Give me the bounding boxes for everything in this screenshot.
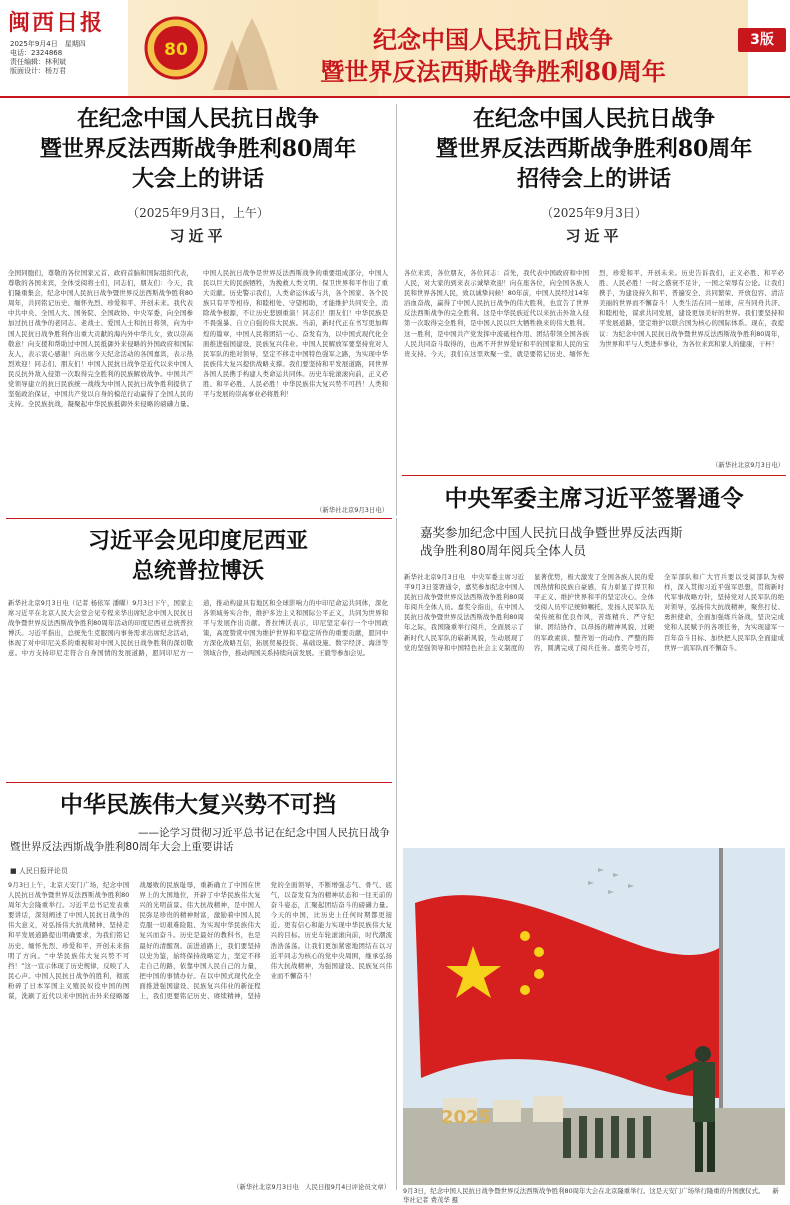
section-rule xyxy=(402,475,786,476)
article-speech-rally-body: 全国同胞们，尊敬的各位国家元首、政府首脑和国际组织代表，尊敬的各国来宾，全体受阅将士们，同志们，朋友们：今天，我们隆重集会，纪念中国人民抗日战争暨世界反法西斯战争胜利80周年，共同铭记历史、缅怀先烈、珍爱和平、开创未来。我代表中共中央、全国人大、国务院、全国政协、中央军委，向全国参加过抗日战争的老同志、老战士、爱国人士和抗日将领，向为中国人民抗日战争胜利作出重大贡献的海内外中华儿女，致以崇高敬意！向支援和帮助过中国人民抵御外来侵略的外国政府和国际友人，表示衷心感谢！向出席今天纪念活动的各国嘉宾，表示热烈欢迎！同志们、朋友们！中国人民抗日战争是近代以来中国人民反抗外敌入侵第一次取得完全胜利的民族解放战争。中国共产党领导建立的抗日民族统一战线为中国人民抗日战争胜利提供了坚强政治保证，中国共产党以自身的模范行动赢得了全国人民的支持。全民族抗战，凝聚起中华民族抵御外来侵略的磅礴力量。中国人民抗日战争是世界反法西斯战争的重要组成部分，中国人民以巨大的民族牺牲，为挽救人类文明、保卫世界和平作出了重大贡献。历史警示我们，人类命运休戚与共，各个国家、各个民族只有平等相待、和睦相处、守望相助，才能维护共同安全，消除战争根源，不让历史悲剧重演！同志们！朋友们！中华民族是不畏强暴、自立自强的伟大民族。当前，新时代正在书写更加辉煌的篇章，中国人民将团结一心、奋发有为，以中国式现代化全面推进强国建设、民族复兴伟业。中国人民解放军要坚持党对人民军队的绝对领导，坚定不移走中国特色强军之路，为实现中华民族伟大复兴提供战略支撑。我们要坚持和平发展道路，同世界各国人民携手构建人类命运共同体。历史车轮滚滚向前，正义必胜、和平必胜、人民必胜！中华民族伟大复兴势不可挡！人类和平与发展的崇高事业必将胜利！ xyxy=(8,269,388,409)
subtitle-line: 战争胜利80周年阅兵全体人员 xyxy=(420,543,586,558)
article-speech-reception-credit: （新华社北京9月3日电） xyxy=(711,461,784,469)
title-line: 总统普拉博沃 xyxy=(131,558,264,584)
article-speech-rally-credit: （新华社北京9月3日电） xyxy=(315,506,388,514)
commentary-author-tag: ■ 人民日报评论员 xyxy=(10,867,68,875)
date-line: 2025年9月4日 星期四 xyxy=(10,40,86,48)
column-divider xyxy=(396,104,397,516)
banner-line-2: 暨世界反法西斯战争胜利80周年 xyxy=(320,57,666,86)
masthead xyxy=(0,0,790,96)
title-line: 在纪念中国人民抗日战争 xyxy=(472,106,715,132)
banner-line-1: 纪念中国人民抗日战争 xyxy=(373,25,613,54)
article-military-order-body: 新华社北京9月3日电 中央军委主席习近平9月3日签署通令，嘉奖参加纪念中国人民抗日战争暨世界反法西斯战争胜利80周年阅兵全体人员。嘉奖令指出，在中国人民抗日战争暨世界反法西斯战争胜利80周年之际，我国隆重举行阅兵，全面展示了新时代人民军队的崭新风貌，生动展现了党的坚强领导和中国特色社会主义制度的显著优势，极大激发了全国各族人民的爱国热情和民族自豪感，有力彰显了捍卫和平正义、维护世界和平的坚定决心。全体受阅人员牢记统帅嘱托，发扬人民军队光荣传统和优良作风，苦练精兵、严守纪律、团结协作，以昂扬的精神风貌、过硬的军政素质、整齐划一的动作、严整的阵容，圆满完成了阅兵任务。嘉奖令号召，全军部队和广大官兵要以受阅部队为榜样，深入贯彻习近平强军思想，贯彻新时代军事战略方针，坚持党对人民军队的绝对领导，弘扬伟大抗战精神，聚焦打仗、勇担使命，全面加强练兵备战，坚决完成党和人民赋予的各项任务，为实现建军一百年奋斗目标、加快把人民军队全面建成世界一流军队而不懈奋斗。 xyxy=(404,573,784,652)
article-speech-reception-title xyxy=(402,104,786,194)
article-speech-reception-body: 各位来宾，各位朋友，各位同志：首先，我代表中国政府和中国人民，对大家的到来表示诚挚欢迎！向在座各位，向全国各族人民和世界各国人民，致以诚挚问候！80年前，中国人民经过14年浴血奋战，赢得了中国人民抗日战争的伟大胜利，也宣告了世界反法西斯战争的完全胜利。这是中华民族近代以来抗击外敌入侵第一次取得完全胜利，是中国人民以巨大牺牲换来的伟大胜利。这一胜利，是中国共产党发挥中流砥柱作用、团结带领全国各族人民共同奋斗取得的，也离不开世界爱好和平的国家和人民的宝贵支持。今天，我们在这里欢聚一堂，就是要铭记历史、缅怀先烈，珍爱和平、开创未来。历史告诉我们，正义必胜、和平必胜、人民必胜！一时之盛衰不足计，一国之荣辱有公论。让我们携手，为建设持久和平、普遍安全、共同繁荣、开放包容、清洁美丽的世界而不懈奋斗！人类生活在同一星球，应当同舟共济、和睦相处，谋求共同发展，建设更加美好的世界。我们要坚持和平发展道路，坚定维护以联合国为核心的国际体系。现在，我提议：为纪念中国人民抗日战争暨世界反法西斯战争胜利80周年，为世界和平与人类进步事业，为各位来宾和家人的健康，干杯！ xyxy=(404,269,784,358)
title-line: 大会上的讲话 xyxy=(131,166,264,192)
article-speech-rally-title xyxy=(6,104,390,194)
title-line: 在纪念中国人民抗日战争 xyxy=(76,106,319,132)
article-speech-rally-author: 习近平 xyxy=(169,227,227,245)
designer-line: 版面设计：杨万君 xyxy=(10,67,66,75)
section-rule xyxy=(6,518,392,519)
phone-line: 电话：2324868 xyxy=(10,49,63,57)
photo-sign-text: 2025 xyxy=(441,1107,492,1128)
title-line: 暨世界反法西斯战争胜利80周年 xyxy=(39,136,357,162)
emblem-number: 80 xyxy=(164,40,188,60)
article-speech-reception xyxy=(402,104,786,246)
article-speech-reception-author: 习近平 xyxy=(565,227,623,245)
article-indonesia-title xyxy=(6,526,390,586)
photo-caption xyxy=(403,1187,785,1205)
article-commentary-title: 中华民族伟大复兴势不可挡 xyxy=(60,791,336,818)
paper-logo: 闽西日报 xyxy=(8,10,105,36)
flag-raising-photo xyxy=(403,848,785,1185)
title-line: 招待会上的讲话 xyxy=(516,166,671,192)
article-speech-rally xyxy=(6,104,390,246)
masthead-rule xyxy=(0,96,790,98)
article-commentary-body: 9月3日上午，北京天安门广场，纪念中国人民抗日战争暨世界反法西斯战争胜利80周年大会隆重举行。习近平总书记发表重要讲话，深刻阐述了中国人民抗日战争的伟大意义，对弘扬伟大抗战精神、坚持走和平发展道路提出明确要求，为我们铭记历史、缅怀先烈、珍爱和平、开创未来指明了方向。“中华民族伟大复兴势不可挡！”这一宣示体现了历史规律，反映了人民心声。中国人民抗日战争的胜利，彻底粉碎了日本军国主义殖民奴役中国的图谋，洗刷了近代以来中国抗击外来侵略屡战屡败的民族耻辱，重新确立了中国在世界上的大国地位，开辟了中华民族伟大复兴的光明前景。伟大抗战精神，是中国人民弥足珍贵的精神财富，激励着中国人民克服一切艰难险阻、为实现中华民族伟大复兴而奋斗。历史是最好的教科书，也是最好的清醒剂。前进道路上，我们要坚持以史为鉴，始终保持战略定力，坚定不移走自己的路，依靠中国人民自己的力量，把中国的事情办好。在以中国式现代化全面推进强国建设、民族复兴伟业的新征程上，我们更要铭记历史、赓续精神，坚持党的全面领导，不断增强志气、骨气、底气，以奋发有为的精神状态和一往无前的奋斗姿态，汇聚起团结奋斗的磅礴力量。今天的中国，比历史上任何时期都更接近、更有信心和能力实现中华民族伟大复兴的目标。历史车轮滚滚向前，时代潮流浩浩荡荡。让我们更加紧密地团结在以习近平同志为核心的党中央周围，继承弘扬伟大抗战精神，为强国建设、民族复兴伟业而不懈奋斗！ xyxy=(8,881,392,1001)
article-speech-reception-date: （2025年9月3日） xyxy=(541,206,647,220)
article-commentary-subtitle xyxy=(10,826,390,854)
article-commentary-credit: （新华社北京9月3日电 人民日报9月4日评论员文章） xyxy=(233,1183,390,1191)
article-speech-rally-date: （2025年9月3日，上午） xyxy=(127,206,269,220)
subtitle-line: 嘉奖参加纪念中国人民抗日战争暨世界反法西斯 xyxy=(420,525,683,540)
subtitle-line: ——论学习贯彻习近平总书记在纪念中国人民抗日战争 xyxy=(138,827,390,839)
editor-line: 责任编辑：林利斌 xyxy=(10,58,66,66)
page-number-badge: 3版 xyxy=(738,28,786,52)
title-line: 暨世界反法西斯战争胜利80周年 xyxy=(435,136,753,162)
photo-credit: 新华社记者 费茂华 摄 xyxy=(403,1187,779,1204)
article-military-order-subtitle xyxy=(420,524,780,560)
flag-raising-illustration xyxy=(403,848,785,1185)
title-line: 习近平会见印度尼西亚 xyxy=(87,528,308,554)
article-military-order-title: 中央军委主席习近平签署通令 xyxy=(444,485,744,512)
banner-title xyxy=(278,24,708,88)
article-indonesia-body: 新华社北京9月3日电（记者 杨依军 潘曜）9月3日下午，国家主席习近平在北京人民大会堂会见专程来华出席纪念中国人民抗日战争暨世界反法西斯战争胜利80周年活动的印度尼西亚总统普拉博沃。习近平指出，总统先生克服国内事务需求出席纪念活动，体现了对中印尼关系的重视和对中国人民抗日战争胜利的深切敬意。中方支持印尼走符合自身国情的发展道路，愿同印尼方一道，推动构建具有地区和全球影响力的中印尼命运共同体，深化各领域务实合作，维护多边主义和国际公平正义，共同为世界和平与发展作出贡献。普拉博沃表示，印尼坚定奉行一个中国政策，高度赞赏中国为维护世界和平稳定所作的重要贡献，愿同中方深化战略互信，拓展贸易投资、基础设施、数字经济、海洋等领域合作，推动两国关系持续向前发展。王毅等参加会见。 xyxy=(8,599,388,658)
subtitle-line: 暨世界反法西斯战争胜利80周年大会上重要讲话 xyxy=(10,841,234,853)
section-rule xyxy=(6,782,392,783)
photo-caption-text: 9月3日，纪念中国人民抗日战争暨世界反法西斯战争胜利80周年大会在北京隆重举行。这是天安门广场举行隆重的升国旗仪式。 xyxy=(403,1187,765,1195)
column-divider xyxy=(396,518,397,1190)
commemoration-banner xyxy=(128,0,748,96)
